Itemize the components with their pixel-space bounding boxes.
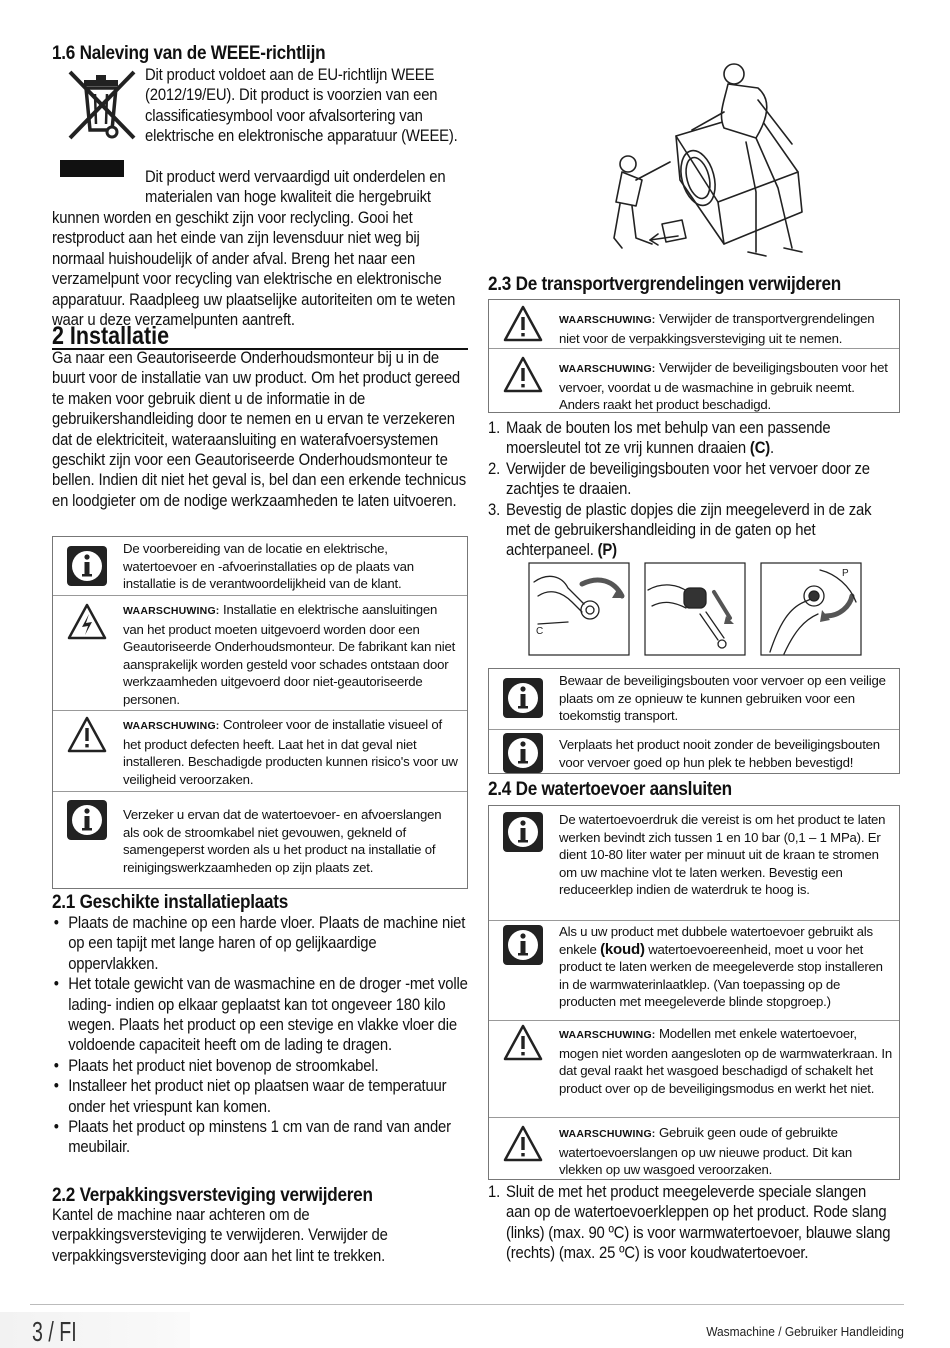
- warning-label: WAARSCHUWING:: [559, 314, 656, 326]
- plaats-heading: 2.1 Geschikte installatieplaats: [52, 891, 288, 913]
- warning-text: [559, 1124, 893, 1179]
- step-number: 2.: [488, 459, 501, 478]
- note-text: [559, 811, 893, 899]
- warning-row: [489, 1117, 899, 1181]
- step-number: 3.: [488, 500, 501, 519]
- water-steps: [488, 1182, 893, 1264]
- warning-body: Controleer voor de installatie visueel of het product defecten heeft. Laat het in dat geval niet installeren. Beschadigde producten kunnen risico's voor uw veiligheid veroorzaken.: [123, 717, 458, 787]
- warning-text: [559, 310, 893, 347]
- warning-icon: [503, 304, 543, 344]
- footer-title: Wasmachine / Gebruiker Handleiding: [706, 1324, 904, 1339]
- step-bold: (P): [597, 541, 617, 560]
- info-icon: [503, 812, 543, 852]
- list-item: • Plaats de machine op een harde vloer. Plaats de machine niet op een tapijt met lange haren of op gelijkaardige oppervlakken.: [52, 913, 468, 974]
- weee-bar-symbol: [60, 160, 124, 177]
- list-item: • Het totale gewicht van de wasmachine en de droger -met volle lading- indien op elkaar geplaatst kan tot ongeveer 180 kilo wegen. Plaats het product op een stevige en vlakke vloer die voldoende capaciteit heeft om de lading te dragen.: [52, 974, 468, 1056]
- warning-icon: [67, 715, 107, 755]
- step-number: 1.: [488, 1183, 501, 1201]
- warning-icon: [503, 355, 543, 395]
- figure-label-p: P: [842, 568, 849, 579]
- weee-para2-line2: materialen van hoge kwaliteit die hergebruikt: [145, 188, 431, 206]
- transport-notes-box: [488, 668, 900, 774]
- info-icon: [67, 546, 107, 586]
- note-row: [53, 791, 467, 889]
- list-item: [488, 459, 893, 500]
- list-item: • Plaats het product niet bovenop de stroomkabel.: [52, 1056, 468, 1076]
- info-icon: [503, 678, 543, 718]
- note-body: Als u uw product met dubbele watertoevoer gebruikt als enkele: [559, 924, 873, 957]
- warning-icon: [503, 1023, 543, 1063]
- note-row: [489, 669, 899, 729]
- note-row: [489, 806, 899, 920]
- step-bold: (C): [749, 439, 771, 458]
- list-item: • Installeer het product niet op plaatsen waar de temperatuur onder het vriespunt kan komen.: [52, 1076, 468, 1117]
- step-text: Bevestig de plastic dopjes die zijn meegeleverd in de zak met de gebruikershandleiding in de gaten op het achterpaneel.: [506, 500, 872, 560]
- footer-tab: [0, 1312, 190, 1348]
- warning-text: [559, 1025, 893, 1097]
- step-number: 1.: [488, 419, 501, 437]
- info-icon: [503, 925, 543, 965]
- note-text: [559, 736, 893, 771]
- weee-para1: Dit product voldoet aan de EU-richtlijn WEEE (2012/19/EU). Dit product is voorzien van een classificatiesymbool voor afvalsortering van elektrische en elektronische apparatuur (WEEE).: [145, 66, 458, 146]
- weee-para2-rest: kunnen worden en geschikt zijn voor reclycling. Gooi het restproduct aan het einde van zijn levensduur niet weg bij normaal huishoudelijk of ander afval. Breng het naar een verzamelpunt voor recycling van elektrische en elektronische apparatuur. Raadpleeg uw plaatselijke autoriteiten om te weten waar u deze verzamelpunten aantreft.: [52, 209, 456, 330]
- note-text: [559, 923, 893, 1011]
- note-row: [489, 920, 899, 1020]
- note-text: [559, 672, 893, 725]
- warning-text: [123, 601, 461, 708]
- note-body: De voorbereiding van de locatie en elektrische, watertoevoer en -afvoerinstallaties op de plaats van installatie is de verantwoordelijkheid van de klant.: [123, 541, 414, 591]
- note-bold: (koud): [600, 940, 645, 958]
- note-body: De watertoevoerdruk die vereist is om het product te laten werken bevindt zich tussen 1 en 10 bar (0,1 – 1 MPa). Er dient 10-80 liter water per minuut uit de kraan te stromen om uw machine vlot te laten werken. Bevestig een reduceerklep indien de waterdruk te hoog is.: [559, 812, 886, 897]
- warning-label: WAARSCHUWING:: [123, 605, 220, 617]
- warning-body: Gebruik geen oude of gebruikte watertoevoerslangen op uw nieuwe product. Dit kan vlekken op uw wasgoed veroorzaken.: [559, 1125, 852, 1177]
- note-row: [489, 729, 899, 775]
- note-text: [123, 806, 461, 876]
- tilt-machine-illustration: [606, 52, 896, 266]
- warning-body: Installatie en elektrische aansluitingen van het product moeten uitgevoerd worden door een Geautoriseerde Onderhoudsmonteur. De fabrikant kan niet aansprakelijk worden gesteld voor schades ontstaan door werkzaamheden uitgevoerd door niet-geautoriseerde personen.: [123, 602, 456, 707]
- warning-body: Modellen met enkele watertoevoer, mogen niet worden aangesloten op de warmwaterkraan. In dat geval raakt het wasgoed beschadigd of schakelt het product over op de beveiligingsmodus en werkt het niet.: [559, 1026, 893, 1096]
- water-heading: 2.4 De watertoevoer aansluiten: [488, 778, 732, 800]
- figure-label-c: C: [536, 626, 544, 637]
- weee-para2-line1: Dit product werd vervaardigd uit onderdelen en: [145, 168, 446, 186]
- warning-body: Verwijder de transportvergrendelingen niet voor de verpakkingsversteviging uit te nemen.: [559, 311, 875, 346]
- installatie-heading: 2 Installatie: [52, 322, 170, 350]
- wrench-bolt-figure: [528, 562, 630, 656]
- list-item: • Plaats het product op minstens 1 cm van de rand van ander meubilair.: [52, 1117, 468, 1158]
- page-number: 3 / FI: [32, 1316, 77, 1347]
- warning-text: [123, 716, 461, 788]
- warning-label: WAARSCHUWING:: [559, 1029, 656, 1041]
- water-notes-box: [488, 805, 900, 1180]
- warning-row: [53, 595, 467, 710]
- step-text: Verwijder de beveiligingsbouten voor het vervoer door ze zachtjes te draaien.: [506, 459, 870, 499]
- list-item: [488, 500, 893, 561]
- warning-label: WAARSCHUWING:: [123, 720, 220, 732]
- warning-row: [489, 348, 899, 414]
- weee-heading: 1.6 Naleving van de WEEE-richtlijn: [52, 42, 326, 64]
- warning-row: [489, 1020, 899, 1117]
- note-body: Bewaar de beveiligingsbouten voor vervoer op een veilige plaats om ze opnieuw te kunnen gebruiken voor een toekomstig transport.: [559, 673, 886, 723]
- warning-body: Verwijder de beveiligingsbouten voor het vervoer, voordat u de wasmachine in gebruik neemt. Anders raakt het product beschadigd.: [559, 360, 888, 412]
- list-item: [488, 1182, 893, 1264]
- step-text: Sluit de met het product meegeleverde speciale slangen aan op de watertoevoerkleppen op het product. Rode slang (links) (max. 90 ºC) is voor warmwatertoevoer, blauwe slang (rechts) (max. 25 ºC) is voor koudwatertoevoer.: [506, 1183, 891, 1263]
- verpakking-heading: 2.2 Verpakkingsversteviging verwijderen: [52, 1184, 373, 1206]
- warning-row: [489, 300, 899, 348]
- installatie-para: Ga naar een Geautoriseerde Onderhoudsmonteur bij u in de buurt voor de installatie van uw product. Om het product gereed te maken voor gebruik dient u de informatie in de gebruikershandleiding door te nemen en u ervan te verzekeren dat de elektriciteit, wateraansluiting en waterafvoersystemen geschikt zijn voor een Geautoriseerde Onderhoudsmonteur te bellen. Indien dit niet het geval is, bel dan een erkende technicus en loodgieter om de nodige werkzaamheden te laten uitvoeren.: [52, 349, 466, 510]
- plaats-list: [52, 913, 468, 1158]
- note-text: [123, 540, 461, 593]
- warning-text: [559, 359, 893, 414]
- remove-bolt-figure: [644, 562, 746, 656]
- step-after: .: [770, 439, 774, 458]
- electric-warning-icon: [67, 602, 107, 642]
- transport-heading: 2.3 De transportvergrendelingen verwijderen: [488, 273, 841, 295]
- note-body: watertoevoereenheid, moet u voor het product te laten werken de meegeleverde stop installeren in de warmwaterinlaatklep. (Van toepassing op de producten met meegeleverde blinde stopgroep.): [559, 941, 883, 1009]
- warning-label: WAARSCHUWING:: [559, 363, 656, 375]
- info-icon: [67, 800, 107, 840]
- warning-row: [53, 710, 467, 791]
- step-text: Maak de bouten los met behulp van een passende moersleutel tot ze vrij kunnen draaien: [506, 419, 831, 458]
- list-item: [488, 418, 893, 459]
- transport-steps: [488, 418, 893, 561]
- note-body: Verplaats het product nooit zonder de beveiligingsbouten voor vervoer goed op hun plek te hebben bevestigd!: [559, 737, 880, 770]
- warning-icon: [503, 1124, 543, 1164]
- note-row: [53, 537, 467, 595]
- plastic-cap-figure: [760, 562, 862, 656]
- footer-rule: [30, 1304, 904, 1305]
- info-icon: [503, 733, 543, 773]
- verpakking-para: Kantel de machine naar achteren om de verpakkingsversteviging te verwijderen. Verwijder de verpakkingsversteviging door aan het lint te trekken.: [52, 1206, 388, 1265]
- transport-warnings-box: [488, 299, 900, 413]
- warning-label: WAARSCHUWING:: [559, 1128, 656, 1140]
- weee-bin-icon: [62, 66, 140, 144]
- installatie-notes-box: [52, 536, 468, 889]
- note-body: Verzeker u ervan dat de watertoevoer- en afvoerslangen als ook de stroomkabel niet gevouwen, gekneld of samengeperst worden als u het product na installatie of reinigingswerkzaamheden op zijn plaats zet.: [123, 807, 442, 875]
